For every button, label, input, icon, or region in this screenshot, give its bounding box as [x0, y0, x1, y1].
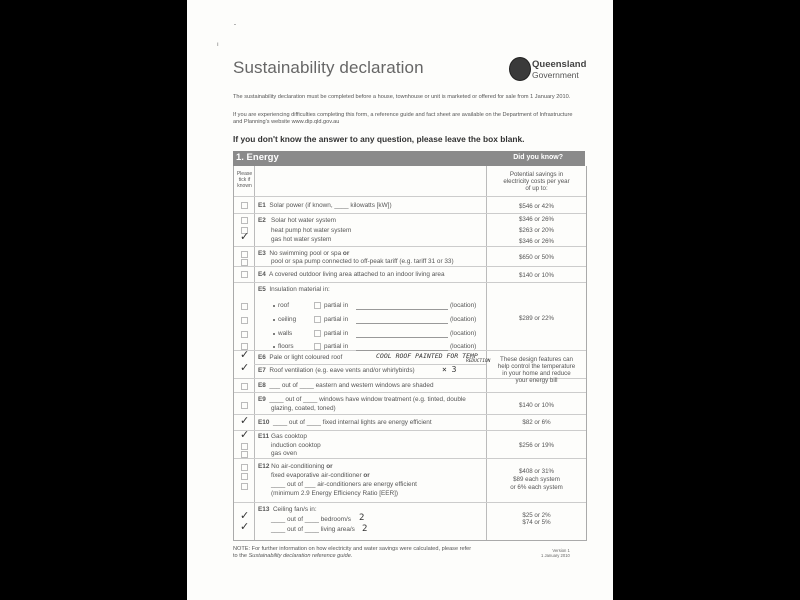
version-info	[541, 548, 570, 558]
e8-row: E8 ___ out of ____ eastern and western windows are shaded	[258, 382, 434, 389]
e1-saving: $546 or 42%	[518, 203, 555, 210]
e5-partial-label: partial in	[324, 343, 349, 350]
e9-checkbox[interactable]	[241, 402, 248, 409]
e9-saving: $140 or 10%	[518, 402, 555, 409]
e5-location-label: (location)	[450, 316, 477, 323]
e11-code: E11	[258, 433, 270, 440]
queensland-government-logo	[509, 57, 589, 83]
e11-checkbox-induction[interactable]	[241, 443, 248, 450]
document-page	[187, 0, 613, 600]
e12-saving-2: $89 each system	[513, 476, 560, 483]
e5-item-walls: walls	[278, 330, 293, 337]
e9-line-1: E9 ____ out of ____ windows have window treatment (e.g. tinted, double	[258, 396, 466, 403]
e12-line-1: E12 No air-conditioning or	[258, 463, 333, 470]
e6-row: E6 Pale or light coloured roof	[258, 354, 343, 361]
e7-row: E7 Roof ventilation (e.g. eave vents and/or whirlybirds)	[258, 367, 415, 374]
section-header	[233, 151, 585, 166]
e5-ceiling-location-field[interactable]	[356, 323, 448, 324]
e7-handwritten-count: × 3	[442, 365, 457, 374]
e13-saving-2: $74 or 5%	[522, 519, 551, 526]
bullet	[273, 346, 275, 348]
e8-checkbox[interactable]	[241, 383, 248, 390]
e2-saving-1: $346 or 26%	[518, 216, 555, 223]
e12-checkbox-no-ac[interactable]	[241, 464, 248, 471]
e5-walls-location-field[interactable]	[356, 337, 448, 338]
e13-saving-1: $25 or 2%	[522, 512, 551, 519]
bullet	[273, 319, 275, 321]
e2-line-2: heat pump hot water system	[271, 227, 352, 234]
e13-tick-bedroom: ✓	[240, 510, 250, 522]
e11-saving: $256 or 19%	[518, 442, 555, 449]
footer-note-line-2: to the Sustainability declaration reference guide.	[233, 553, 353, 559]
e12-checkbox-evaporative[interactable]	[241, 473, 248, 480]
energy-table	[233, 166, 587, 541]
e5-location-label: (location)	[450, 343, 477, 350]
e5-partial-floors-checkbox[interactable]	[314, 343, 321, 350]
stray-mark: ˇ	[234, 25, 236, 31]
e5-saving: $289 or 22%	[518, 315, 555, 322]
e5-location-label: (location)	[450, 330, 477, 337]
e5-partial-walls-checkbox[interactable]	[314, 330, 321, 337]
e5-checkbox-ceiling[interactable]	[241, 317, 248, 324]
version-number: Version 1	[552, 548, 570, 553]
e5-floors-location-field[interactable]	[356, 350, 448, 351]
e3-checkbox-offpeak[interactable]	[241, 259, 248, 266]
e2-code: E2	[258, 217, 266, 224]
e3-saving: $650 or 50%	[518, 254, 555, 261]
savings-header-2: electricity costs per year	[503, 178, 570, 185]
e5-location-label: (location)	[450, 302, 477, 309]
e5-heading: E5 Insulation material in:	[258, 286, 330, 293]
e11-line-3: gas oven	[271, 450, 297, 457]
e5-item-roof: roof	[278, 302, 290, 309]
bullet	[273, 305, 275, 307]
e4-saving: $140 or 10%	[518, 272, 555, 279]
e13-line-2: ____ out of ____ living area/s	[271, 526, 355, 533]
e2-saving-3: $346 or 26%	[518, 238, 555, 245]
e2-checkbox-solar[interactable]	[241, 217, 248, 224]
e13-heading: E13 Ceiling fan/s in:	[258, 506, 317, 513]
e5-item-floors: floors	[278, 343, 294, 350]
e10-saving: $82 or 6%	[522, 419, 551, 426]
e10-row: E10 ____ out of ____ fixed internal lights are energy efficient	[258, 419, 432, 426]
e5-item-ceiling: ceiling	[278, 316, 297, 323]
e13-tick-living: ✓	[240, 521, 250, 533]
e10-tick: ✓	[240, 415, 250, 427]
e5-partial-roof-checkbox[interactable]	[314, 302, 321, 309]
design-note-1: These design features can	[500, 356, 573, 363]
intro-paragraph-1: The sustainability declaration must be completed before a house, townhouse or unit is marketed or offered for sale from 1 January 2010.	[233, 94, 571, 100]
e9-line-2: glazing, coated, toned)	[271, 405, 336, 412]
design-note-3: in your home and reduce	[502, 370, 571, 377]
e7-tick: ✓	[240, 362, 250, 374]
e13-handwritten-living: 2	[362, 524, 368, 534]
stray-mark: ı	[217, 42, 219, 48]
e5-partial-label: partial in	[324, 330, 349, 337]
did-you-know-label: Did you know?	[513, 154, 563, 161]
e6-handwritten-note-2: REDUCTION	[466, 359, 491, 364]
e4-row: E4 A covered outdoor living area attached to an indoor living area	[258, 271, 445, 278]
footer-note-line-1: NOTE: For further information on how electricity and water savings were calculated, please refer	[233, 546, 472, 552]
e1-row: E1 Solar power (if known, ____ kilowatts [kW])	[258, 202, 392, 209]
version-date: 1 January 2010	[541, 553, 570, 558]
e6-tick: ✓	[240, 349, 250, 361]
e5-partial-label: partial in	[324, 316, 349, 323]
e3-line-2: pool or spa pump connected to off-peak tariff (e.g. tariff 31 or 33)	[271, 258, 454, 265]
tick-col-header-1: Please	[236, 171, 253, 177]
e2-line-3: gas hot water system	[271, 236, 332, 243]
e4-checkbox[interactable]	[241, 271, 248, 278]
tick-col-header-2: tick if	[238, 177, 251, 183]
coat-of-arms-icon	[509, 57, 531, 81]
design-note-2: help control the temperature	[497, 363, 576, 370]
e11-line-2: induction cooktop	[271, 442, 321, 449]
intro-paragraph-2: If you are experiencing difficulties completing this form, a reference guide and fact sheet are available on the Department of Infrastructure and Planning's website www.dip.qld.gov.au	[233, 112, 573, 126]
tick-col-header-3: known	[237, 183, 252, 189]
e2-line-1: Solar hot water system	[271, 217, 336, 224]
e5-roof-location-field[interactable]	[356, 309, 448, 310]
e5-partial-ceiling-checkbox[interactable]	[314, 316, 321, 323]
e12-line-4: (minimum 2.9 Energy Efficiency Ratio [EER])	[271, 490, 399, 497]
savings-header-1: Potential savings in	[509, 171, 564, 178]
e11-checkbox-gas-oven[interactable]	[241, 451, 248, 458]
savings-header-3: of up to:	[525, 185, 548, 192]
e12-checkbox-efficient[interactable]	[241, 483, 248, 490]
footer-note	[233, 546, 523, 560]
e11-tick-gas-cooktop: ✓	[240, 429, 250, 441]
bullet	[273, 333, 275, 335]
section-title: 1. Energy	[236, 152, 279, 163]
page-title: Sustainability declaration	[233, 58, 424, 77]
e2-saving-2: $263 or 20%	[518, 227, 555, 234]
e2-tick-gas: ✓	[240, 231, 250, 243]
e5-partial-label: partial in	[324, 302, 349, 309]
e1-checkbox[interactable]	[241, 202, 248, 209]
e6-handwritten-note: COOL ROOF PAINTED FOR TEMP	[376, 352, 478, 360]
instruction-text: If you don't know the answer to any question, please leave the box blank.	[233, 134, 525, 144]
design-note-4: your energy bill	[515, 377, 558, 384]
e5-checkbox-roof[interactable]	[241, 303, 248, 310]
e13-line-1: ____ out of ____ bedroom/s	[271, 516, 351, 523]
e12-line-2: fixed evaporative air-conditioner or	[271, 472, 370, 479]
e3-checkbox-no-pool[interactable]	[241, 251, 248, 258]
logo-line2: Government	[532, 70, 579, 80]
e13-handwritten-bedrooms: 2	[359, 513, 365, 523]
logo-line1: Queensland	[532, 59, 587, 70]
e12-saving-3: or 6% each system	[510, 484, 563, 491]
e12-line-3: ____ out of ___ air-conditioners are energy efficient	[271, 481, 417, 488]
e11-line-1: Gas cooktop	[271, 433, 307, 440]
e3-line-1: E3 No swimming pool or spa or	[258, 250, 350, 257]
e5-checkbox-walls[interactable]	[241, 331, 248, 338]
e12-saving-1: $408 or 31%	[518, 468, 555, 475]
